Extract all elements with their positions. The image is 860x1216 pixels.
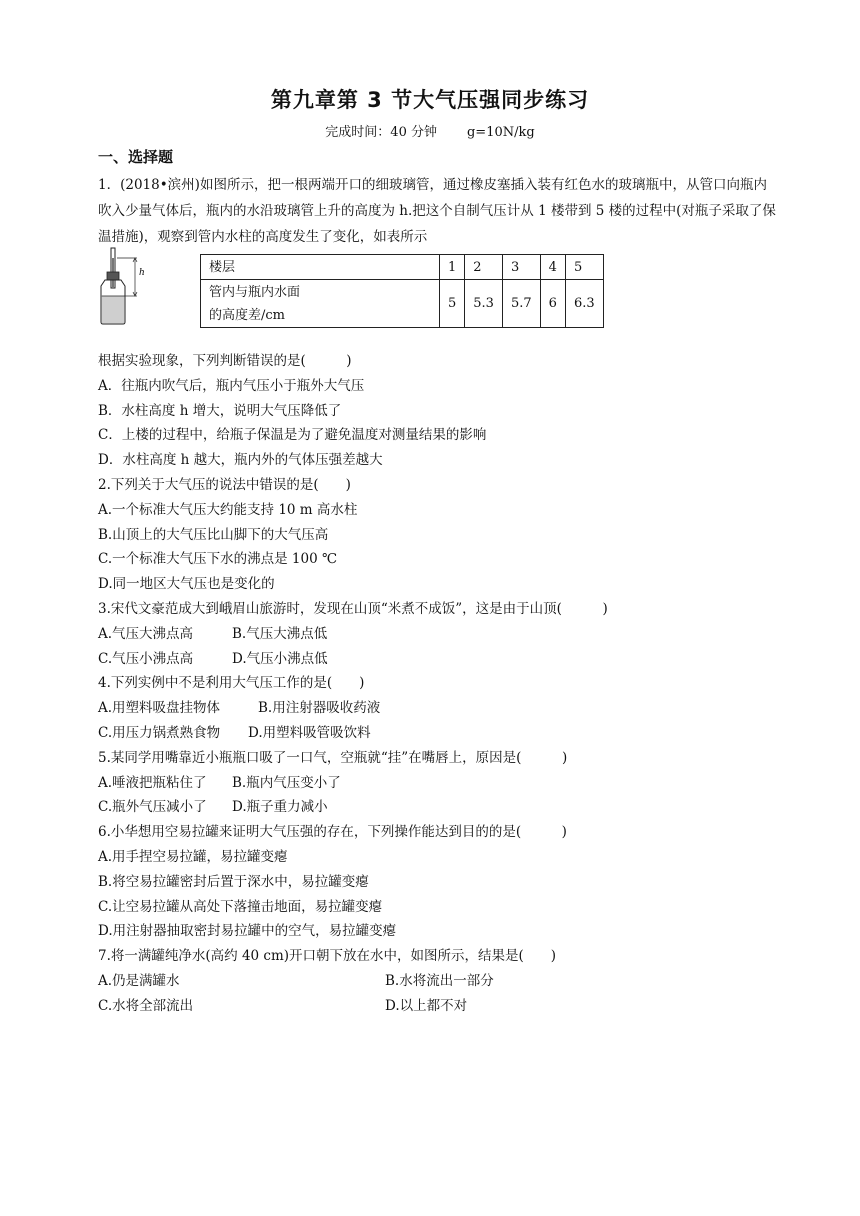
option-item: A.用手捏空易拉罐，易拉罐变瘪 [98,848,288,865]
subtitle [0,121,860,140]
option-item: B.将空易拉罐密封后置于深水中，易拉罐变瘪 [98,873,369,890]
option-row [98,622,778,647]
barometer-bottle-figure [95,246,155,326]
gravity-constant: g=10N/kg [466,125,535,140]
table-cell-height: 5 [440,280,465,328]
table-cell-floor: 5 [565,255,603,280]
option-item: A.一个标准大气压大约能支持 10 m 高水柱 [98,501,358,518]
question-5-stem: 5.某同学用嘴靠近小瓶瓶口吸了一口气，空瓶就“挂”在嘴唇上，原因是( ) [98,749,568,766]
table-cell-height: 6.3 [565,280,603,328]
floor-height-table [200,254,604,328]
option-item: A.仍是满罐水 [98,972,180,989]
option-item: B.瓶内气压变小了 [232,774,341,791]
option-item: D.同一地区大气压也是变化的 [98,576,275,593]
table-cell-floor: 2 [465,255,503,280]
option-item: A.唾液把瓶粘住了 [98,774,207,791]
option-row [98,771,778,796]
option-item: C.一个标准大气压下水的沸点是 100 ℃ [98,551,338,568]
question-2-stem: 2.下列关于大气压的说法中错误的是( ) [98,476,351,493]
table-cell-floor: 4 [540,255,565,280]
option-item: B.用注射器吸收药液 [258,700,381,717]
table-cell-height: 5.3 [465,280,503,328]
option-item: C.让空易拉罐从高处下落撞击地面，易拉罐变瘪 [98,898,383,915]
option-item: D.用塑料吸管吸饮料 [248,724,371,741]
question-6-stem: 6.小华想用空易拉罐来证明大气压强的存在，下列操作能达到目的的是( ) [98,824,567,841]
page-title: 第九章第 3 节大气压强同步练习 [270,88,590,112]
time-limit: 完成时间：40 分钟 [325,125,437,140]
option-item: B.山顶上的大气压比山脚下的大气压高 [98,526,329,543]
option-item: D.用注射器抽取密封易拉罐中的空气，易拉罐变瘪 [98,923,397,940]
question-4-stem: 4.下列实例中不是利用大气压工作的是( ) [98,675,365,692]
option-item: A.气压大沸点高 [98,625,194,642]
option-item: C．上楼的过程中，给瓶子保温是为了避免温度对测量结果的影响 [98,427,487,444]
option-item: D.气压小沸点低 [232,650,328,667]
option-item: B.气压大沸点低 [232,625,328,642]
option-item: D．水柱高度 h 越大，瓶内外的气体压强差越大 [98,452,383,469]
option-item: C.气压小沸点高 [98,650,194,667]
question-7-stem: 7.将一满罐纯净水(高约 40 cm)开口朝下放在水中，如图所示，结果是( ) [98,948,557,965]
table-header-floor: 楼层 [201,255,440,280]
question-1-prompt: 根据实验现象，下列判断错误的是( ) [98,353,352,369]
option-item: A.用塑料吸盘挂物体 [98,700,221,717]
table-cell-height: 6 [540,280,565,328]
table-cell-floor: 1 [440,255,465,280]
question-list [98,349,778,1019]
option-item: C.用压力锅煮熟食物 [98,724,221,741]
table-cell-height: 5.7 [502,280,540,328]
table-row [201,255,604,280]
option-row [98,795,778,820]
option-row [98,994,778,1019]
option-item: D.以上都不对 [385,997,468,1014]
option-row [98,721,778,746]
option-row [98,969,778,994]
question-3-stem: 3.宋代文豪范成大到峨眉山旅游时，发现在山顶“米煮不成饭”，这是由于山顶( ) [98,600,608,617]
table-row [201,280,604,328]
option-row [98,696,778,721]
option-item: D.瓶子重力减小 [232,799,328,816]
figure-label-h: h [139,268,145,278]
option-row [98,647,778,672]
option-item: B.水将流出一部分 [385,972,494,989]
option-item: C.水将全部流出 [98,997,194,1014]
question-1-stem: 1．(2018•滨州)如图所示，把一根两端开口的细玻璃管，通过橡皮塞插入装有红色水的玻璃瓶中，从管口向瓶内吹入少量气体后，瓶内的水沿玻璃管上升的高度为 h.把这个自制气压计从 1 楼带到 5 楼的过程中(对瓶子采取了保温措施)，观察到管内水柱的高度发生了变化，如表所示 [98,177,776,245]
table-header-height: 管内与瓶内水面 的高度差/cm [201,280,440,328]
table-cell-floor: 3 [502,255,540,280]
option-item: A．往瓶内吹气后，瓶内气压小于瓶外大气压 [98,377,365,394]
option-item: C.瓶外气压减小了 [98,799,207,816]
option-item: B．水柱高度 h 增大，说明大气压降低了 [98,402,342,419]
section-heading: 一、选择题 [98,148,174,166]
